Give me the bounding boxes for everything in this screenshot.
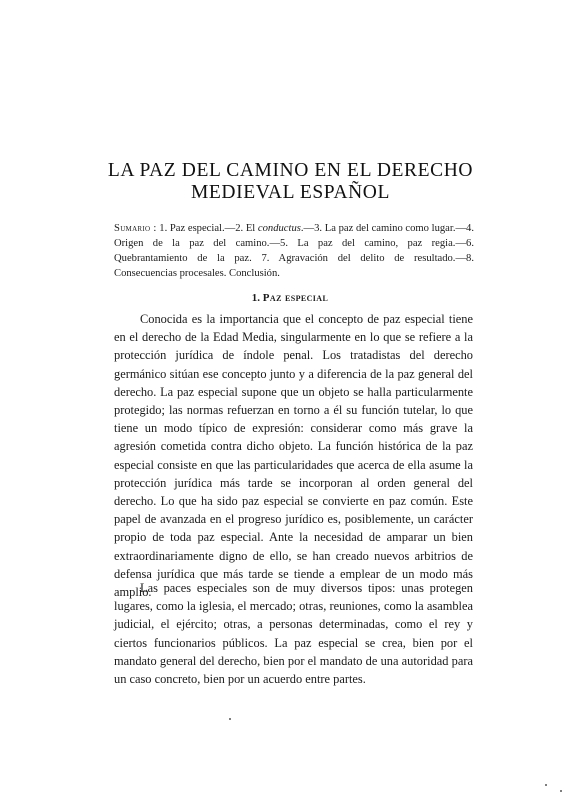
summary-label: Sumario : (114, 223, 157, 234)
scan-speck (229, 718, 231, 720)
scan-speck (545, 784, 547, 786)
section-heading (200, 291, 380, 305)
summary-text-part-2: .—3. La paz del camino como lugar.—4. Origen de la paz del camino.—5. La paz del camino, paz regia.—6. Quebrantamiento de la paz. 7. Agravación del delito de resultado.—8. Consecuencias procesales. Conclusión. (114, 223, 475, 279)
body-paragraph-1: Conocida es la importancia que el concepto de paz especial tiene en el derecho de la Edad Media, singularmente en lo que se refiere a la protección jurídica de índole penal. Los tratadistas del derecho germánico sitúan ese concepto junto y a diferencia de la paz general del derecho. La paz especial supone que un objeto se halla particularmente protegido; las normas refuerzan en torno a él su función tutelar, lo que tiene un modo típico de expresión: considerar como más grave la agresión cometida contra dicho objeto. La función histórica de la paz especial consiste en que las particularidades que acerca de ella asume la protección jurídica más tarde se incorporan al orden general del derecho. Lo que ha sido paz especial se convierte en paz común. Este papel de avanzada en el progreso jurídico es, posiblemente, un carácter propio de toda paz especial. Ante la necesidad de amparar un bien extraordinariamente digno de ello, se han creado nuevos arbitrios de defensa jurídica que más tarde se tiende a emplear de un modo más amplio. (114, 312, 473, 600)
section-number: 1. (251, 292, 261, 304)
section-title: Paz especial (262, 292, 329, 304)
summary (114, 221, 474, 281)
summary-text-part-1: 1. Paz especial.—2. El (156, 223, 258, 234)
article-title (60, 160, 521, 204)
title-line-2: MEDIEVAL ESPAÑOL (190, 182, 391, 203)
body-paragraph-2: Las paces especiales son de muy diversos tipos: unas protegen lugares, como la iglesia, el mercado; otras, reuniones, como la asamblea judicial, el ejército; otras, a personas determinadas, como el rey y ciertos funcionarios públicos. La paz especial se crea, bien por el mandato general del derecho, bien por el mandato de una autoridad para un caso concreto, bien por un acuerdo entre partes. (114, 581, 473, 687)
title-line-1: LA PAZ DEL CAMINO EN EL DERECHO (107, 160, 474, 181)
scan-speck (560, 790, 562, 792)
summary-italic-term: conductus (257, 223, 301, 234)
